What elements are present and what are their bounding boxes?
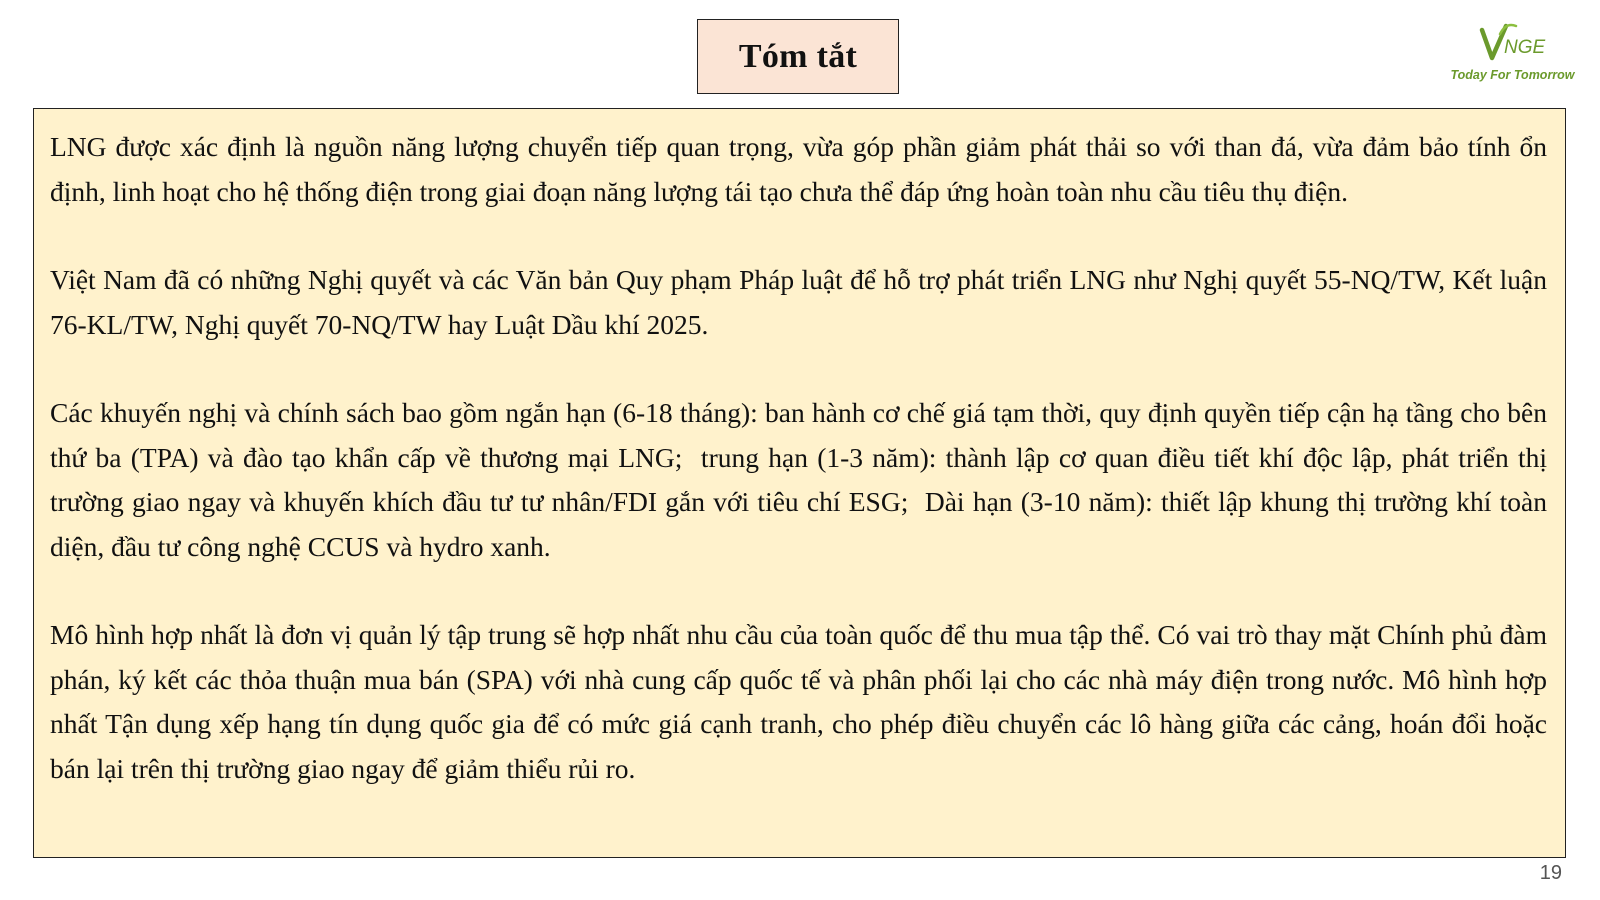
summary-paragraph-3: Các khuyến nghị và chính sách bao gồm ngắn hạn (6-18 tháng): ban hành cơ chế giá tạm thời, quy định quyền tiếp cận hạ tầng cho bên thứ ba (TPA) và đào tạo khẩn cấp về thương mại LNG; trung hạn (1-3 năm): thành lập cơ quan điều tiết khí độc lập, phát triển thị trường giao ngay và khuyến khích đầu tư tư nhân/FDI gắn với tiêu chí ESG; Dài hạn (3-10 năm): thiết lập khung thị trường khí toàn diện, đầu tư công nghệ CCUS và hydro xanh. <box>50 397 1554 562</box>
logo-tagline: Today For Tomorrow <box>1450 68 1575 82</box>
summary-paragraph-2: Việt Nam đã có những Nghị quyết và các Văn bản Quy phạm Pháp luật để hỗ trợ phát triển LNG như Nghị quyết 55-NQ/TW, Kết luận 76-KL/TW, Nghị quyết 70-NQ/TW hay Luật Dầu khí 2025. <box>50 264 1554 340</box>
vnge-logo <box>1440 20 1585 90</box>
slide-title: Tóm tắt <box>738 37 858 75</box>
slide-title-box <box>697 19 899 94</box>
summary-paragraph-1: LNG được xác định là nguồn năng lượng chuyển tiếp quan trọng, vừa góp phần giảm phát thải so với than đá, vừa đảm bảo tính ổn định, linh hoạt cho hệ thống điện trong giai đoạn năng lượng tái tạo chưa thể đáp ứng hoàn toàn nhu cầu tiêu thụ điện. <box>50 131 1554 207</box>
vnge-logo-mark <box>1476 20 1556 64</box>
summary-paragraph-4: Mô hình hợp nhất là đơn vị quản lý tập trung sẽ hợp nhất nhu cầu của toàn quốc để thu mua tập thể. Có vai trò thay mặt Chính phủ đàm phán, ký kết các thỏa thuận mua bán (SPA) với nhà cung cấp quốc tế và phân phối lại cho các nhà máy điện trong nước. Mô hình hợp nhất Tận dụng xếp hạng tín dụng quốc gia để có mức giá cạnh tranh, cho phép điều chuyển các lô hàng giữa các cảng, hoán đổi hoặc bán lại trên thị trường giao ngay để giảm thiểu rủi ro. <box>50 619 1554 784</box>
svg-text:NGE: NGE <box>1504 37 1546 58</box>
summary-content-box <box>33 108 1566 858</box>
page-number: 19 <box>1539 862 1562 884</box>
